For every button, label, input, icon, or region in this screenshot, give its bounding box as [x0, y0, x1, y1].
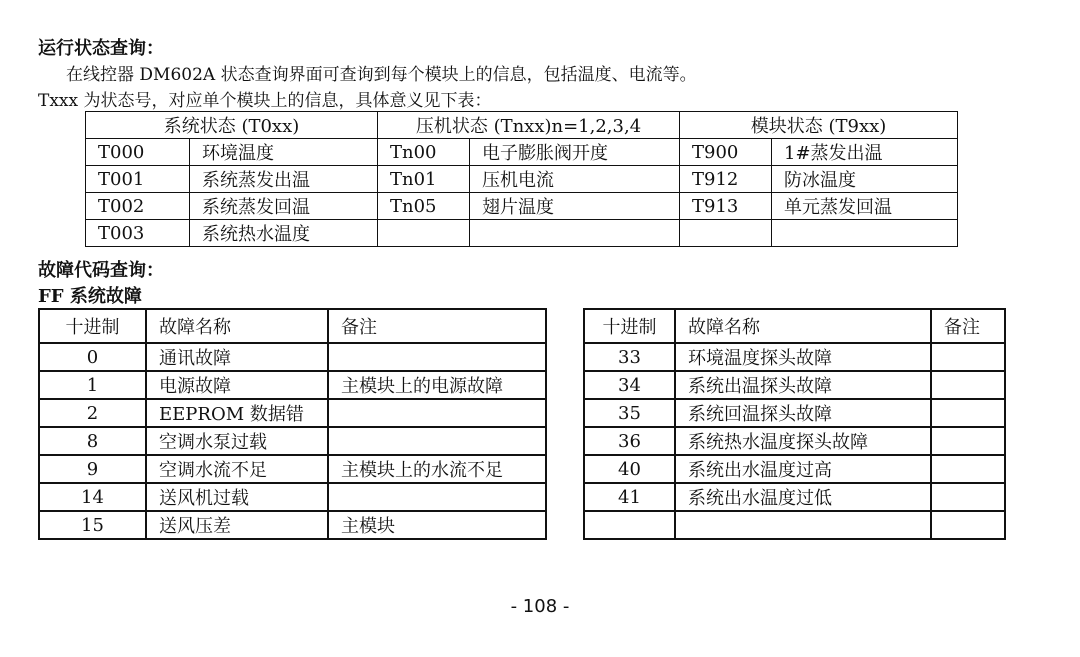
table-cell: 系统热水温度 [190, 220, 378, 247]
table-cell: 41 [584, 483, 675, 511]
table-cell: 15 [39, 511, 146, 539]
section-heading-faults: 故障代码查询： [38, 260, 164, 281]
table-cell [328, 427, 546, 455]
table-cell: 单元蒸发回温 [772, 193, 958, 220]
table-cell: 电子膨胀阀开度 [470, 139, 680, 166]
table-cell: 主模块上的水流不足 [328, 455, 546, 483]
page-number: - 108 - [510, 596, 570, 617]
table-cell: 35 [584, 399, 675, 427]
table-cell: T912 [680, 166, 772, 193]
fault-header-note: 备注 [931, 309, 1005, 343]
table-cell [584, 511, 675, 539]
table-row [39, 399, 1005, 427]
table-cell [378, 220, 470, 247]
table-cell: 通讯故障 [146, 343, 328, 371]
table-cell: 系统回温探头故障 [675, 399, 931, 427]
table-cell: 送风压差 [146, 511, 328, 539]
table-cell [931, 343, 1005, 371]
intro-line-2: Txxx 为状态号，对应单个模块上的信息，具体意义见下表： [38, 91, 492, 111]
table-cell: T002 [86, 193, 190, 220]
table-cell: 空调水泵过载 [146, 427, 328, 455]
table-cell: 主模块上的电源故障 [328, 371, 546, 399]
table-cell: 送风机过载 [146, 483, 328, 511]
table-cell: 36 [584, 427, 675, 455]
section-heading-status: 运行状态查询： [38, 38, 164, 59]
fault-header-name: 故障名称 [675, 309, 931, 343]
status-header-system: 系统状态 (T0xx) [86, 112, 378, 139]
table-cell: T000 [86, 139, 190, 166]
table-cell [931, 455, 1005, 483]
table-cell [675, 511, 931, 539]
fault-header-code: 十进制 [584, 309, 675, 343]
table-row [86, 193, 958, 220]
table-cell: 系统出温探头故障 [675, 371, 931, 399]
table-cell [931, 511, 1005, 539]
table-row [86, 139, 958, 166]
table-cell: 环境温度 [190, 139, 378, 166]
table-cell: Tn01 [378, 166, 470, 193]
table-cell: Tn05 [378, 193, 470, 220]
table-cell: 环境温度探头故障 [675, 343, 931, 371]
table-cell: T900 [680, 139, 772, 166]
table-cell: 1#蒸发出温 [772, 139, 958, 166]
table-cell: 9 [39, 455, 146, 483]
table-row [39, 427, 1005, 455]
table-cell: T913 [680, 193, 772, 220]
table-cell: 2 [39, 399, 146, 427]
status-table [85, 111, 958, 247]
table-cell: 空调水流不足 [146, 455, 328, 483]
table-cell [680, 220, 772, 247]
intro-line-1: 在线控器 DM602A 状态查询界面可查询到每个模块上的信息，包括温度、电流等。 [66, 65, 697, 85]
table-cell: T001 [86, 166, 190, 193]
table-cell: 主模块 [328, 511, 546, 539]
table-row [86, 166, 958, 193]
table-cell [931, 483, 1005, 511]
table-cell: 防冰温度 [772, 166, 958, 193]
table-cell [931, 427, 1005, 455]
table-cell [931, 371, 1005, 399]
table-cell: 33 [584, 343, 675, 371]
table-cell [772, 220, 958, 247]
table-cell: 系统蒸发出温 [190, 166, 378, 193]
table-cell: 14 [39, 483, 146, 511]
table-cell: 40 [584, 455, 675, 483]
table-cell: 1 [39, 371, 146, 399]
table-cell: 0 [39, 343, 146, 371]
table-cell: 系统热水温度探头故障 [675, 427, 931, 455]
table-row [86, 220, 958, 247]
table-cell [470, 220, 680, 247]
table-cell: 系统出水温度过高 [675, 455, 931, 483]
table-cell: 8 [39, 427, 146, 455]
table-cell: 电源故障 [146, 371, 328, 399]
table-cell: 系统出水温度过低 [675, 483, 931, 511]
table-cell: EEPROM 数据错 [146, 399, 328, 427]
table-row [39, 455, 1005, 483]
table-divider [546, 309, 584, 539]
table-row [39, 483, 1005, 511]
status-header-compressor: 压机状态 (Tnxx)n=1,2,3,4 [378, 112, 680, 139]
table-row [39, 511, 1005, 539]
table-cell [931, 399, 1005, 427]
table-cell: 系统蒸发回温 [190, 193, 378, 220]
table-cell [328, 399, 546, 427]
table-row [39, 371, 1005, 399]
table-cell: T003 [86, 220, 190, 247]
table-cell: 34 [584, 371, 675, 399]
table-row [39, 343, 1005, 371]
status-header-module: 模块状态 (T9xx) [680, 112, 958, 139]
table-cell: 压机电流 [470, 166, 680, 193]
subheading-ff-faults: FF 系统故障 [38, 286, 142, 307]
fault-header-note: 备注 [328, 309, 546, 343]
table-cell [328, 343, 546, 371]
table-cell: 翅片温度 [470, 193, 680, 220]
fault-table [38, 308, 1006, 540]
table-cell: Tn00 [378, 139, 470, 166]
fault-header-name: 故障名称 [146, 309, 328, 343]
table-cell [328, 483, 546, 511]
fault-header-code: 十进制 [39, 309, 146, 343]
